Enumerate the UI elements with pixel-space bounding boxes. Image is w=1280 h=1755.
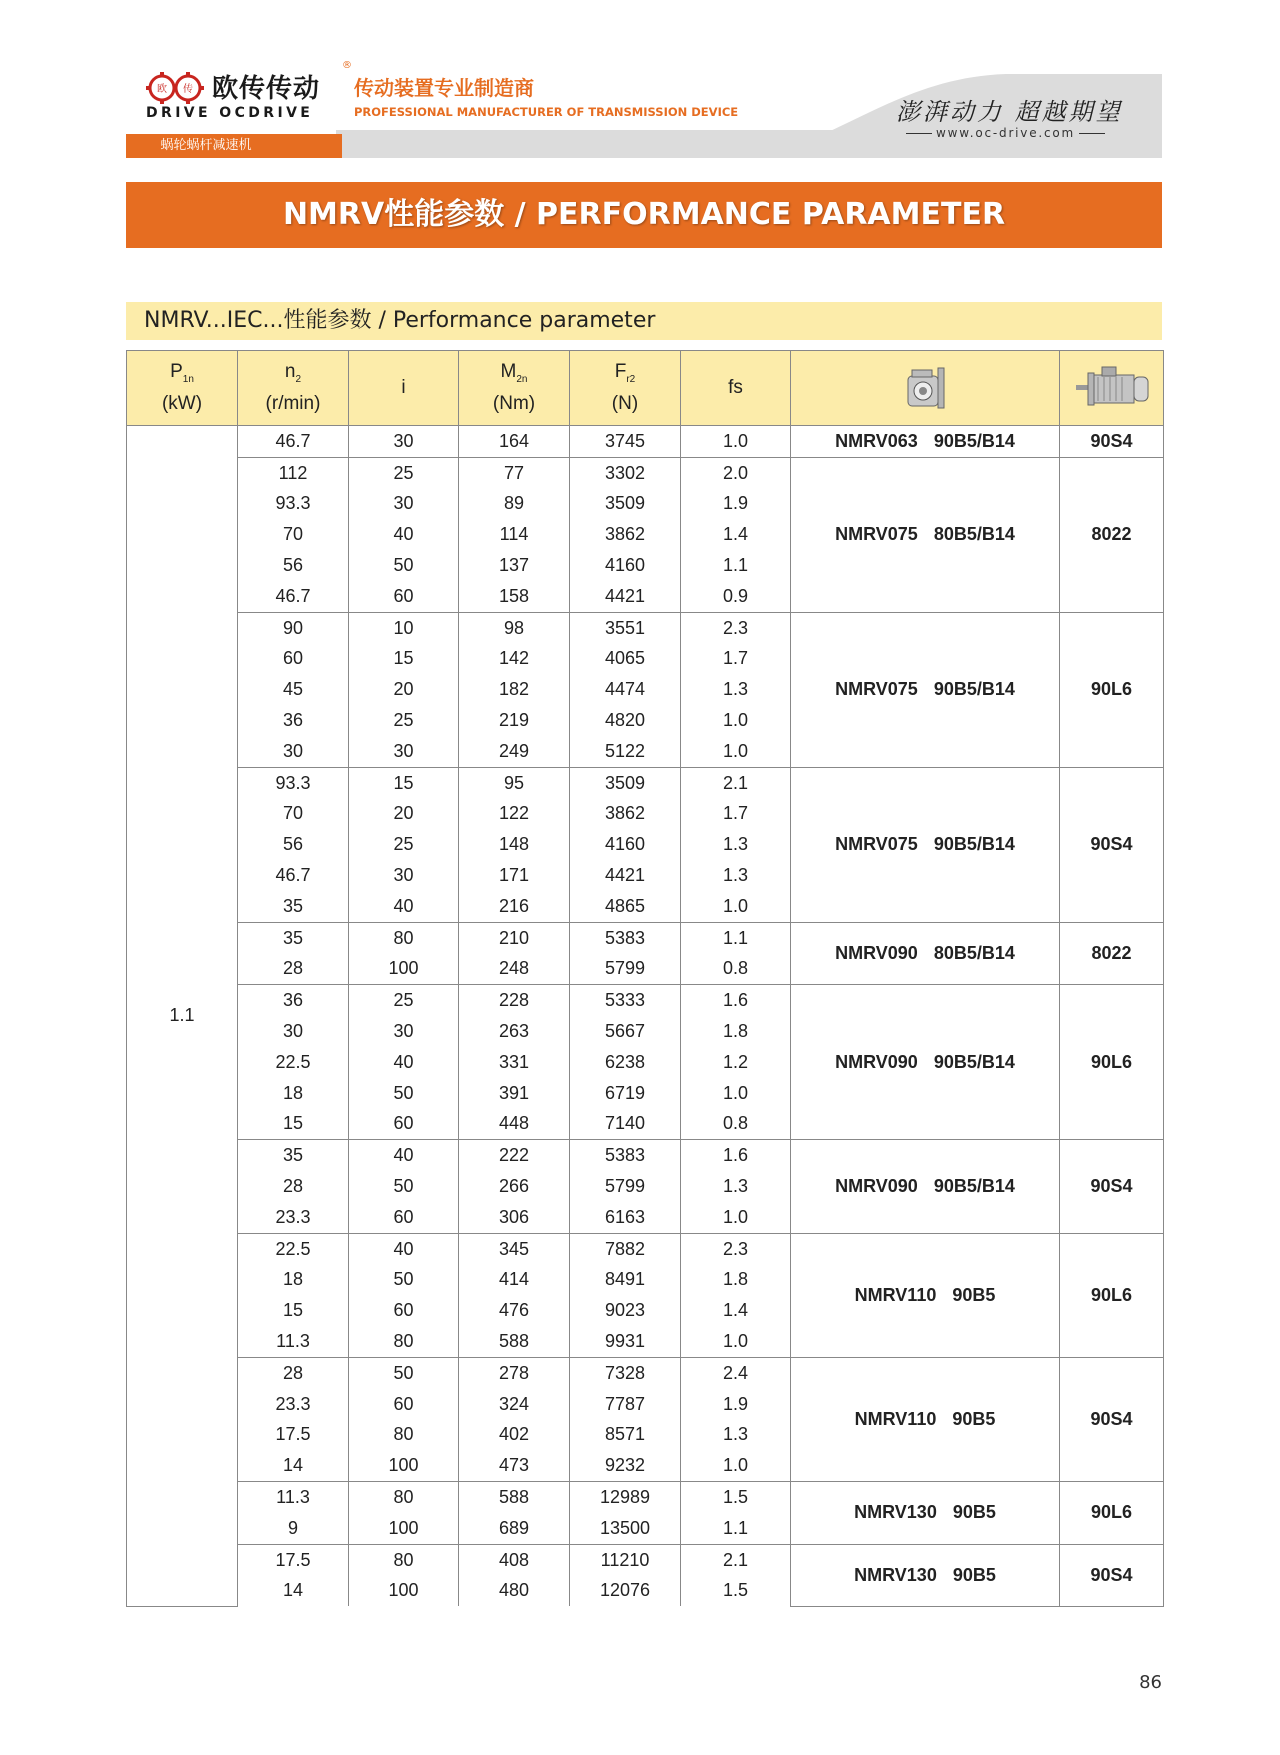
table-row — [127, 767, 1164, 798]
cell-m2n: 448 — [459, 1109, 570, 1140]
motor-code: 90S4 — [1060, 426, 1164, 458]
cell-m2n: 142 — [459, 644, 570, 675]
motor-icon — [1074, 365, 1150, 411]
cell-n2: 28 — [238, 1171, 349, 1202]
tagline-chinese: 传动装置专业制造商 — [354, 76, 534, 100]
col-header-m2n: $M_{2n}$ (Nm) — [459, 351, 570, 426]
cell-i: 10 — [349, 612, 459, 643]
table-row — [127, 922, 1164, 953]
cell-fs: 1.0 — [681, 426, 791, 458]
cell-fs: 1.1 — [681, 550, 791, 581]
table-body — [127, 426, 1164, 1607]
cell-n2: 112 — [238, 457, 349, 488]
cell-m2n: 95 — [459, 767, 570, 798]
cell-fs: 1.0 — [681, 891, 791, 922]
cell-fs: 1.3 — [681, 829, 791, 860]
cell-m2n: 249 — [459, 736, 570, 767]
cell-m2n: 171 — [459, 860, 570, 891]
cell-m2n: 219 — [459, 705, 570, 736]
cell-i: 80 — [349, 1420, 459, 1451]
cell-fs: 1.0 — [681, 1202, 791, 1233]
cell-m2n: 266 — [459, 1171, 570, 1202]
gearbox-model — [791, 1544, 1060, 1606]
cell-i: 15 — [349, 644, 459, 675]
table-row — [127, 1140, 1164, 1171]
cell-i: 20 — [349, 799, 459, 830]
gearbox-model — [791, 1482, 1060, 1545]
cell-fr2: 4065 — [570, 644, 681, 675]
cell-n2: 93.3 — [238, 767, 349, 798]
cell-fs: 1.5 — [681, 1575, 791, 1606]
cell-n2: 35 — [238, 891, 349, 922]
cell-m2n: 148 — [459, 829, 570, 860]
cell-n2: 30 — [238, 1016, 349, 1047]
motor-code: 90S4 — [1060, 767, 1164, 922]
cell-fr2: 7787 — [570, 1389, 681, 1420]
cell-fr2: 6163 — [570, 1202, 681, 1233]
logo-chinese-name: 欧传传动 — [212, 74, 321, 104]
cell-n2: 22.5 — [238, 1233, 349, 1264]
company-logo — [144, 60, 352, 121]
cell-m2n: 476 — [459, 1295, 570, 1326]
cell-fs: 1.9 — [681, 489, 791, 520]
motor-code: 8022 — [1060, 457, 1164, 612]
cell-fr2: 4160 — [570, 550, 681, 581]
cell-fr2: 9232 — [570, 1450, 681, 1481]
cell-fs: 1.6 — [681, 985, 791, 1016]
cell-i: 15 — [349, 767, 459, 798]
cell-m2n: 345 — [459, 1233, 570, 1264]
cell-m2n: 114 — [459, 519, 570, 550]
cell-m2n: 588 — [459, 1482, 570, 1513]
cell-m2n: 164 — [459, 426, 570, 458]
cell-fr2: 4160 — [570, 829, 681, 860]
cell-i: 60 — [349, 581, 459, 612]
cell-fs: 1.0 — [681, 1078, 791, 1109]
motor-code: 90S4 — [1060, 1357, 1164, 1481]
cell-fs: 2.3 — [681, 612, 791, 643]
cell-m2n: 480 — [459, 1575, 570, 1606]
col-header-n2: $n_2$ (r/min) — [238, 351, 349, 426]
cell-n2: 46.7 — [238, 426, 349, 458]
cell-fs: 2.3 — [681, 1233, 791, 1264]
cell-fs: 1.0 — [681, 705, 791, 736]
col-header-fs: fs — [681, 351, 791, 426]
cell-i: 60 — [349, 1109, 459, 1140]
table-header-row — [127, 351, 1164, 426]
cell-fr2: 4421 — [570, 581, 681, 612]
cell-fr2: 6719 — [570, 1078, 681, 1109]
worm-gearbox-icon — [900, 364, 950, 412]
cell-m2n: 228 — [459, 985, 570, 1016]
cell-n2: 9 — [238, 1513, 349, 1544]
cell-n2: 70 — [238, 799, 349, 830]
cell-fs: 1.8 — [681, 1265, 791, 1296]
cell-fr2: 8491 — [570, 1265, 681, 1296]
cell-n2: 23.3 — [238, 1202, 349, 1233]
col-header-i: i — [349, 351, 459, 426]
cell-m2n: 408 — [459, 1544, 570, 1575]
table-row — [127, 1544, 1164, 1575]
cell-i: 100 — [349, 1513, 459, 1544]
website — [902, 126, 1109, 140]
cell-i: 30 — [349, 1016, 459, 1047]
cell-i: 60 — [349, 1389, 459, 1420]
motor-code: 90S4 — [1060, 1140, 1164, 1233]
model-code: NMRV090 — [835, 1176, 918, 1197]
gearbox-model — [791, 612, 1060, 767]
cell-m2n: 324 — [459, 1389, 570, 1420]
performance-table — [126, 350, 1164, 1607]
cell-i: 50 — [349, 1078, 459, 1109]
gearbox-model — [791, 1140, 1060, 1233]
cell-n2: 15 — [238, 1295, 349, 1326]
cell-i: 40 — [349, 1233, 459, 1264]
cell-i: 40 — [349, 1047, 459, 1078]
model-code: NMRV075 — [835, 834, 918, 855]
cell-fr2: 5383 — [570, 1140, 681, 1171]
cell-fr2: 3745 — [570, 426, 681, 458]
cell-n2: 56 — [238, 829, 349, 860]
cell-m2n: 222 — [459, 1140, 570, 1171]
cell-n2: 14 — [238, 1575, 349, 1606]
cell-n2: 45 — [238, 674, 349, 705]
cell-fs: 1.3 — [681, 674, 791, 705]
cell-m2n: 278 — [459, 1357, 570, 1388]
table-row — [127, 1233, 1164, 1264]
table-row — [127, 985, 1164, 1016]
cell-m2n: 263 — [459, 1016, 570, 1047]
cell-fr2: 9023 — [570, 1295, 681, 1326]
cell-fr2: 4421 — [570, 860, 681, 891]
cell-i: 100 — [349, 954, 459, 985]
cell-fs: 0.8 — [681, 1109, 791, 1140]
cell-fs: 0.9 — [681, 581, 791, 612]
cell-fr2: 5799 — [570, 954, 681, 985]
cell-m2n: 216 — [459, 891, 570, 922]
cell-m2n: 331 — [459, 1047, 570, 1078]
cell-i: 30 — [349, 426, 459, 458]
cell-n2: 18 — [238, 1265, 349, 1296]
model-code: NMRV110 — [854, 1284, 937, 1305]
cell-fs: 1.4 — [681, 1295, 791, 1326]
model-code: NMRV110 — [854, 1409, 937, 1429]
cell-fr2: 4865 — [570, 891, 681, 922]
table-row — [127, 426, 1164, 458]
model-code: NMRV130 — [854, 1564, 937, 1585]
table-row — [127, 457, 1164, 488]
cell-fs: 1.7 — [681, 799, 791, 830]
col-header-fr2: $F_{r2}$ (N) — [570, 351, 681, 426]
flange-code: 90B5/B14 — [933, 834, 1015, 855]
website-url: www.oc-drive.com — [936, 126, 1076, 140]
cell-n2: 17.5 — [238, 1544, 349, 1575]
cell-m2n: 306 — [459, 1202, 570, 1233]
cell-fs: 1.1 — [681, 922, 791, 953]
cell-i: 50 — [349, 1357, 459, 1388]
cell-m2n: 89 — [459, 489, 570, 520]
cell-n2: 90 — [238, 612, 349, 643]
cell-fr2: 13500 — [570, 1513, 681, 1544]
flange-code: 80B5/B14 — [933, 524, 1015, 545]
cell-fs: 1.5 — [681, 1482, 791, 1513]
col-header-p1n: $P_{1n}$ (kW) — [127, 351, 238, 426]
cell-i: 25 — [349, 829, 459, 860]
cell-fs: 1.3 — [681, 860, 791, 891]
gearbox-model — [791, 985, 1060, 1140]
cell-n2: 36 — [238, 705, 349, 736]
gearbox-model — [791, 426, 1060, 458]
cell-fr2: 9931 — [570, 1326, 681, 1357]
cell-fr2: 5333 — [570, 985, 681, 1016]
cell-i: 25 — [349, 705, 459, 736]
flange-code: 90B5/B14 — [933, 1051, 1015, 1072]
cell-fs: 1.4 — [681, 519, 791, 550]
cell-i: 100 — [349, 1450, 459, 1481]
model-code: NMRV090 — [835, 1051, 918, 1072]
cell-m2n: 689 — [459, 1513, 570, 1544]
cell-i: 60 — [349, 1295, 459, 1326]
cell-fr2: 3302 — [570, 457, 681, 488]
flange-code: 90B5 — [952, 1284, 996, 1305]
flange-code: 90B5 — [952, 1502, 996, 1523]
cell-i: 40 — [349, 1140, 459, 1171]
cell-i: 25 — [349, 457, 459, 488]
gearbox-model — [791, 1233, 1060, 1357]
cell-fs: 1.9 — [681, 1389, 791, 1420]
flange-code: 90B5/B14 — [933, 679, 1015, 700]
cell-n2: 60 — [238, 644, 349, 675]
page-header — [126, 60, 1162, 158]
cell-i: 30 — [349, 736, 459, 767]
cell-m2n: 137 — [459, 550, 570, 581]
motor-code: 90L6 — [1060, 1482, 1164, 1545]
cell-fr2: 3862 — [570, 519, 681, 550]
cell-m2n: 158 — [459, 581, 570, 612]
cell-fs: 1.8 — [681, 1016, 791, 1047]
cell-fr2: 4474 — [570, 674, 681, 705]
model-code: NMRV075 — [835, 679, 918, 700]
cell-fs: 1.3 — [681, 1171, 791, 1202]
cell-m2n: 182 — [459, 674, 570, 705]
cell-fs: 2.1 — [681, 767, 791, 798]
cell-fs: 1.7 — [681, 644, 791, 675]
cell-fs: 2.0 — [681, 457, 791, 488]
cell-n2: 17.5 — [238, 1420, 349, 1451]
cell-i: 30 — [349, 489, 459, 520]
cell-n2: 93.3 — [238, 489, 349, 520]
cell-fr2: 5122 — [570, 736, 681, 767]
motor-code: 90L6 — [1060, 985, 1164, 1140]
power-value: 1.1 — [127, 426, 238, 1607]
section-title-text: NMRV...IEC...性能参数 / Performance parameter — [144, 308, 656, 333]
page-number: 86 — [1139, 1672, 1162, 1693]
flange-code: 90B5/B14 — [933, 1176, 1015, 1197]
table-row — [127, 1482, 1164, 1513]
cell-n2: 15 — [238, 1109, 349, 1140]
model-code: NMRV130 — [854, 1502, 937, 1523]
table-row — [127, 612, 1164, 643]
logo-gear-left-text: 欧 — [157, 84, 167, 95]
cell-i: 60 — [349, 1202, 459, 1233]
cell-m2n: 588 — [459, 1326, 570, 1357]
cell-n2: 28 — [238, 1357, 349, 1388]
flange-code: 90B5/B14 — [933, 430, 1015, 451]
cell-m2n: 98 — [459, 612, 570, 643]
cell-m2n: 77 — [459, 457, 570, 488]
tagline-english: PROFESSIONAL MANUFACTURER OF TRANSMISSION DEVICE — [354, 105, 739, 119]
cell-fs: 0.8 — [681, 954, 791, 985]
cell-n2: 23.3 — [238, 1389, 349, 1420]
cell-i: 50 — [349, 1171, 459, 1202]
cell-i: 100 — [349, 1575, 459, 1606]
logo-english-name: DRIVE OCDRIVE — [146, 105, 314, 121]
category-label: 蜗轮蜗杆减速机 — [160, 138, 252, 153]
cell-n2: 46.7 — [238, 581, 349, 612]
cell-fs: 1.0 — [681, 736, 791, 767]
motor-code: 8022 — [1060, 922, 1164, 985]
cell-fr2: 5799 — [570, 1171, 681, 1202]
cell-i: 30 — [349, 860, 459, 891]
logo-gear-right-text: 传 — [183, 84, 193, 95]
cell-i: 80 — [349, 1544, 459, 1575]
table-row — [127, 1357, 1164, 1388]
cell-fs: 1.6 — [681, 1140, 791, 1171]
model-code: NMRV063 — [835, 430, 918, 451]
cell-n2: 22.5 — [238, 1047, 349, 1078]
cell-n2: 28 — [238, 954, 349, 985]
cell-m2n: 391 — [459, 1078, 570, 1109]
cell-i: 80 — [349, 1482, 459, 1513]
cell-fr2: 12989 — [570, 1482, 681, 1513]
cell-fs: 1.0 — [681, 1326, 791, 1357]
model-code: NMRV075 — [835, 524, 918, 545]
cell-m2n: 122 — [459, 799, 570, 830]
motor-code: 90L6 — [1060, 612, 1164, 767]
cell-n2: 56 — [238, 550, 349, 581]
slogan: 澎湃动力 超越期望 — [896, 98, 1123, 126]
col-header-motor — [1060, 351, 1164, 426]
cell-i: 20 — [349, 674, 459, 705]
cell-n2: 11.3 — [238, 1482, 349, 1513]
flange-code: 90B5 — [952, 1564, 996, 1585]
cell-n2: 46.7 — [238, 860, 349, 891]
section-title — [126, 302, 1162, 340]
cell-n2: 30 — [238, 736, 349, 767]
cell-m2n: 210 — [459, 922, 570, 953]
cell-fr2: 8571 — [570, 1420, 681, 1451]
cell-n2: 70 — [238, 519, 349, 550]
cell-fr2: 11210 — [570, 1544, 681, 1575]
gearbox-model — [791, 922, 1060, 985]
cell-i: 50 — [349, 550, 459, 581]
cell-fr2: 4820 — [570, 705, 681, 736]
cell-fr2: 3509 — [570, 767, 681, 798]
cell-fr2: 3551 — [570, 612, 681, 643]
cell-i: 25 — [349, 985, 459, 1016]
cell-fs: 1.2 — [681, 1047, 791, 1078]
registered-mark: ® — [342, 60, 352, 71]
gearbox-model — [791, 457, 1060, 612]
page-title: NMRV性能参数 / PERFORMANCE PARAMETER — [126, 182, 1162, 248]
cell-i: 40 — [349, 891, 459, 922]
cell-fs: 1.3 — [681, 1420, 791, 1451]
gear-logo-icon — [144, 70, 206, 106]
cell-m2n: 402 — [459, 1420, 570, 1451]
cell-n2: 11.3 — [238, 1326, 349, 1357]
motor-code: 90L6 — [1060, 1233, 1164, 1357]
flange-code: 80B5/B14 — [933, 943, 1015, 964]
cell-n2: 14 — [238, 1450, 349, 1481]
cell-m2n: 414 — [459, 1265, 570, 1296]
cell-fr2: 12076 — [570, 1575, 681, 1606]
cell-fr2: 5383 — [570, 922, 681, 953]
cell-fr2: 5667 — [570, 1016, 681, 1047]
cell-fs: 2.4 — [681, 1357, 791, 1388]
cell-i: 80 — [349, 922, 459, 953]
cell-fr2: 3862 — [570, 799, 681, 830]
cell-fr2: 6238 — [570, 1047, 681, 1078]
gearbox-model — [791, 1357, 1060, 1481]
cell-fs: 1.1 — [681, 1513, 791, 1544]
cell-i: 40 — [349, 519, 459, 550]
cell-fr2: 7328 — [570, 1357, 681, 1388]
cell-n2: 35 — [238, 1140, 349, 1171]
gearbox-model — [791, 767, 1060, 922]
col-header-reducer — [791, 351, 1060, 426]
cell-n2: 36 — [238, 985, 349, 1016]
cell-fs: 2.1 — [681, 1544, 791, 1575]
cell-fr2: 3509 — [570, 489, 681, 520]
cell-m2n: 473 — [459, 1450, 570, 1481]
motor-code: 90S4 — [1060, 1544, 1164, 1606]
cell-i: 80 — [349, 1326, 459, 1357]
cell-i: 50 — [349, 1265, 459, 1296]
model-code: NMRV090 — [835, 943, 918, 964]
cell-fr2: 7882 — [570, 1233, 681, 1264]
cell-fs: 1.0 — [681, 1450, 791, 1481]
flange-code: 90B5 — [952, 1409, 996, 1429]
performance-table-wrap — [126, 350, 1163, 1607]
cell-m2n: 248 — [459, 954, 570, 985]
cell-fr2: 7140 — [570, 1109, 681, 1140]
cell-n2: 35 — [238, 922, 349, 953]
cell-n2: 18 — [238, 1078, 349, 1109]
category-bar — [126, 134, 342, 158]
